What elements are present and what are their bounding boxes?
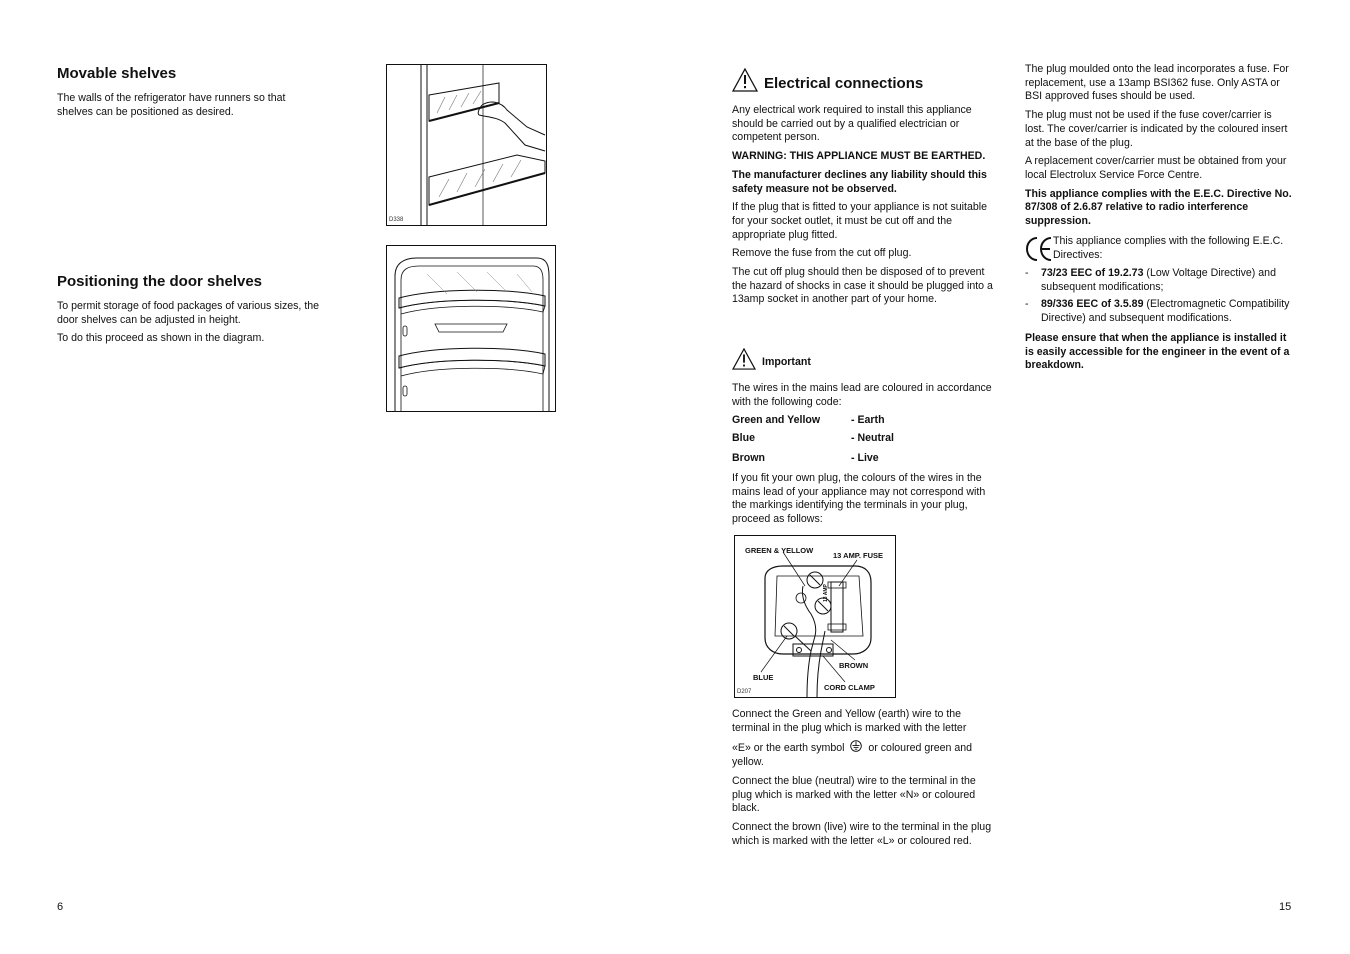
important-heading-row [732, 348, 811, 370]
wire-code-intro: The wires in the mains lead are coloured in accordance with the following code: [732, 382, 992, 408]
earth-wire-text-a: Connect the Green and Yellow (earth) wire to the terminal in the plug which is marked with the letter [732, 708, 967, 734]
directive-description: (Electromagnetic Compatibility Directive) and subsequent modifications. [1041, 298, 1290, 325]
remove-fuse-text: Remove the fuse from the cut off plug. [732, 247, 912, 260]
door-shelves-instruction: To do this proceed as shown in the diagram. [57, 332, 265, 344]
accessibility-notice: Please ensure that when the appliance is installed it is easily accessible for the engineer in the event of a breakdown. [1025, 331, 1290, 372]
connection-instructions [732, 708, 998, 848]
electrical-connections-heading: Electrical connections [764, 75, 924, 92]
earth-wire-text-b [732, 740, 998, 769]
liability-notice: The manufacturer declines any liability should this safety measure not be observed. [732, 168, 987, 195]
directive-number: 89/336 EEC of 3.5.89 [1041, 298, 1144, 311]
shelf-illustration [386, 64, 547, 226]
eec-directives [1025, 235, 1293, 373]
electrical-heading-row [732, 68, 923, 92]
earth-wire-letter: «E» or the earth symbol [732, 742, 845, 755]
movable-shelves-text: The walls of the refrigerator have runners so that shelves can be positioned as desired. [57, 92, 286, 118]
label-brown: BROWN [839, 661, 869, 670]
plug-unsuitable-text: If the plug that is fitted to your appliance is not suitable for your socket outlet, it must be cut off and the appropriate plug fitted. [732, 201, 987, 241]
page-number-right: 15 [1279, 901, 1292, 913]
wire-colour: Green and Yellow [732, 414, 821, 426]
important-heading: Important [762, 356, 811, 369]
neutral-wire-text: Connect the blue (neutral) wire to the terminal in the plug which is marked with the letter «N» or coloured black. [732, 774, 976, 815]
qualified-electrician-text: Any electrical work required to install this appliance should be carried out by a qualified electrician or competent person. [732, 104, 972, 144]
door-shelves-text: To permit storage of food packages of various sizes, the door shelves can be adjusted in height. [57, 300, 320, 326]
radio-interference-directive: This appliance complies with the E.E.C. Directive No. 87/308 of 2.6.87 relative to radio interference suppression. [1025, 187, 1292, 228]
fuse-cover-text: The plug must not be used if the fuse cover/carrier is lost. The cover/carrier is indicated by the coloured insert at the base of the plug. [1025, 109, 1288, 149]
earth-symbol-icon [850, 740, 862, 752]
figure-code: D338 [389, 217, 404, 223]
wire-meaning: - Neutral [851, 432, 894, 444]
wire-colour: Brown [732, 452, 765, 464]
wire-colour: Blue [732, 432, 755, 444]
page-number-left: 6 [57, 901, 64, 913]
label-cord-clamp: CORD CLAMP [824, 683, 875, 692]
door-shelf-illustration [386, 245, 556, 412]
directives-intro-text: This appliance complies with the following E.E.C. Directives: [1053, 235, 1284, 261]
label-fuse-body: 13 AMP [823, 584, 829, 602]
directive-description: (Low Voltage Directive) and subsequent modifications; [1041, 267, 1276, 293]
fuse-column [1025, 63, 1293, 229]
door-shelves-heading: Positioning the door shelves [57, 273, 263, 290]
earthed-warning: WARNING: THIS APPLIANCE MUST BE EARTHED. [732, 150, 986, 163]
figure-code: D207 [737, 689, 752, 695]
wire-colour-table [732, 414, 894, 470]
wire-row [732, 414, 894, 432]
ce-directives-intro [1025, 235, 1293, 263]
label-fuse: 13 AMP. FUSE [833, 551, 884, 560]
label-blue: BLUE [753, 673, 774, 682]
plug-wiring-diagram [734, 535, 896, 698]
label-green-yellow: GREEN & YELLOW [745, 546, 814, 555]
wire-row [732, 432, 894, 450]
warning-triangle-icon [732, 348, 756, 370]
wire-meaning: - Earth [851, 414, 885, 426]
directive-item: - 73/23 EEC of 19.2.73 (Low Voltage Directive) and subsequent modifications; [1025, 267, 1276, 293]
earth-wire-colour: or coloured green and yellow. [732, 742, 973, 769]
directive-item: - 89/336 EEC of 3.5.89 (Electromagnetic Compatibility Directive) and subsequent modifications. [1025, 298, 1290, 325]
fuse-replacement-text: The plug moulded onto the lead incorporates a fuse. For replacement, use a 13amp BSI362 fuse. Only ASTA or BSI approved fuses should be used. [1025, 63, 1289, 103]
wire-meaning: - Live [851, 452, 879, 464]
movable-shelves-heading: Movable shelves [57, 65, 177, 82]
dispose-plug-text: The cut off plug should then be disposed of to prevent the hazard of shocks in case it should be plugged into a 13amp socket in another part of your home. [732, 266, 993, 306]
live-wire-text: Connect the brown (live) wire to the terminal in the plug which is marked with the letter «L» or coloured red. [732, 820, 992, 847]
wire-row [732, 452, 894, 470]
fit-own-plug-text: If you fit your own plug, the colours of the wires in the mains lead of your appliance may not correspond with the markings identifying the terminals in your plug, proceed as follows: [732, 472, 986, 526]
electrical-column [732, 104, 1000, 307]
directive-number: 73/23 EEC of 19.2.73 [1041, 267, 1144, 279]
warning-triangle-icon [732, 68, 758, 92]
ce-mark-icon [1025, 235, 1053, 263]
fuse-cover-replacement-text: A replacement cover/carrier must be obtained from your local Electrolux Service Force Centre. [1025, 155, 1287, 181]
